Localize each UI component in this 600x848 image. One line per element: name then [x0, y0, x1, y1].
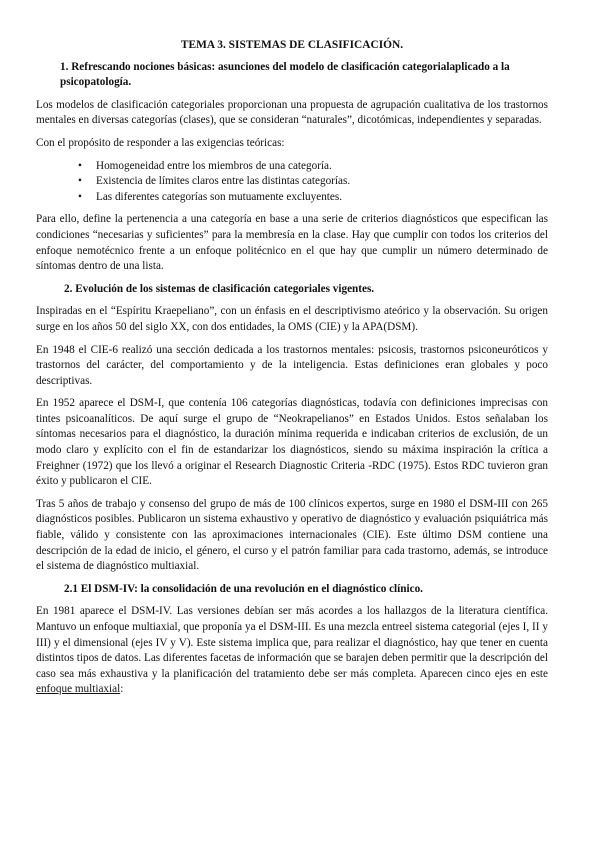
section-2-1-paragraph-1 [36, 604, 548, 698]
page-title: TEMA 3. SISTEMAS DE CLASIFICACIÓN. [180, 39, 404, 51]
underlined-term: enfoque multiaxial [36, 683, 121, 696]
section-2-1-heading: 2.1 El DSM-IV: la consolidación de una revolución en el diagnóstico clínico. [64, 582, 423, 595]
section-2-paragraph-2: En 1948 el CIE-6 realizó una sección dedicada a los trastornos mentales: psicosis, trastornos psiconeuróticos y trastornos del carácter, del comportamiento y de la inteligencia. Estas definiciones eran globales y poco descriptivas. [36, 343, 548, 387]
list-item: • Las diferentes categorías son mutuamente excluyentes. [96, 190, 548, 206]
section-1-heading: 1. Refrescando nociones básicas: asunciones del modelo de clasificación categorialaplicado a la psicopatología. [60, 60, 510, 89]
section-1-paragraph-1: Los modelos de clasificación categoriales proporcionan una propuesta de agrupación cualitativa de los trastornos mentales en diversas categorías (clases), que se consideran “naturales”, dicotómicas, independientes y separadas. [36, 98, 548, 127]
paragraph-text: En 1981 aparece el DSM-IV. Las versiones debían ser más acordes a los hallazgos de la literatura científica. Mantuvo un enfoque multiaxial, que proponía ya el DSM-III. Es una mezcla entreel sistema categorial (ejes I, II y III) y el dimensional (ejes IV y V). Este sistema implica que, para realizar el diagnóstico, hay que tener en cuenta distintos tipos de datos. Las diferentes facetas de información que se barajen deben permitir que la descripción del caso sea más exhaustiva y la planificación del tratamiento debe ser más completa. Aparecen cinco ejes en este [36, 605, 548, 680]
list-item: • Existencia de límites claros entre las distintas categorías. [96, 174, 548, 190]
section-2-paragraph-1: Inspiradas en el “Espíritu Kraepeliano”, con un énfasis en el descriptivismo ateórico y la observación. Su origen surge en los años 50 del siglo XX, con dos entidades, la OMS (CIE) y la APA(DSM). [36, 305, 548, 333]
section-1-paragraph-2: Con el propósito de responder a las exigencias teóricas: [36, 136, 285, 149]
section-1-paragraph-3: Para ello, define la pertenencia a una categoría en base a una serie de criterios diagnósticos que especifican las condiciones “necesarias y suficientes” para la membresía en la clase. Hay que cumplir con todos los criterios del enfoque nemotécnico frente a un enfoque politécnico en el que hay que cumplir un número determinado de síntomas dentro de una lista. [36, 213, 548, 273]
section-2-heading: 2. Evolución de los sistemas de clasificación categoriales vigentes. [64, 282, 375, 295]
paragraph-end: : [120, 683, 124, 696]
section-2-paragraph-4: Tras 5 años de trabajo y consenso del grupo de más de 100 clínicos expertos, surge en 1980 el DSM-III con 265 diagnósticos posibles. Publicaron un sistema exhaustivo y operativo de diagnóstico y evaluación psiquiátrica más fiable, válido y consistente con las aproximaciones internacionales (CIE). Este último DSM contiene una descripción de la edad de inicio, el género, el curso y el patrón familiar para cada trastorno, además, se introduce el sistema de diagnóstico multiaxial. [36, 497, 548, 573]
section-2-paragraph-3: En 1952 aparece el DSM-I, que contenía 106 categorías diagnósticas, todavía con definiciones imprecisas con tintes psicoanalíticos. De aquí surge el grupo de “Neokrapelianos” en Estados Unidos. Estos señalaban los síntomas necesarios para el diagnóstico, la duración mínima requerida e indicaban criterios de exclusión, de un modo claro y explícito con el fin de estandarizar los diagnósticos, siendo su máxima inspiración la crítica a Freighner (1972) que los llevó a originar el Research Diagnostic Criteria -RDC (1975). Estos RDC tuvieron gran éxito y publicaron el CIE. [36, 397, 548, 488]
list-item: • Homogeneidad entre los miembros de una categoría. [96, 159, 548, 175]
requirements-list [36, 159, 548, 206]
